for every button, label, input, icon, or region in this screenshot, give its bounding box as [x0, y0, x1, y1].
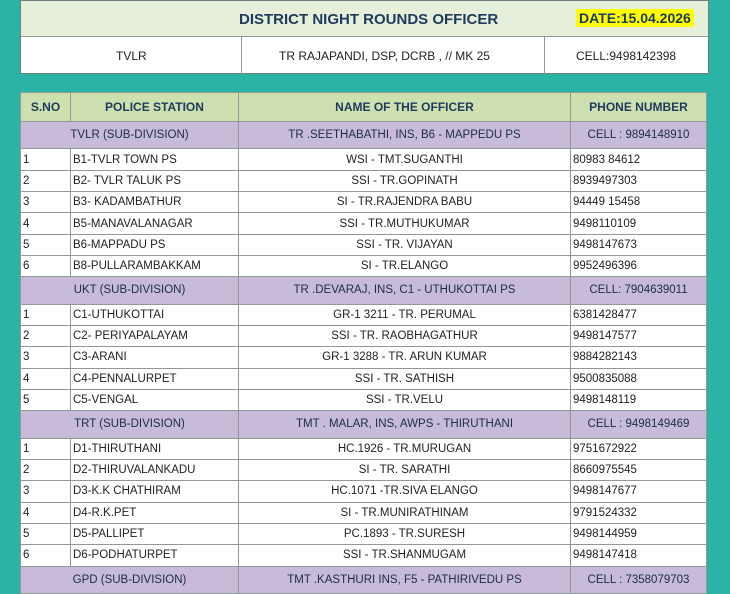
- duty-officer-row: [21, 37, 708, 74]
- row-phone: 9498147677: [571, 481, 707, 502]
- row-station: C4-PENNALURPET: [71, 368, 239, 389]
- table-row: [21, 192, 707, 213]
- table-header-row: [21, 93, 707, 122]
- row-sno: 6: [21, 255, 71, 276]
- column-header-officer: NAME OF THE OFFICER: [239, 93, 571, 122]
- row-officer: SI - TR. SARATHI: [239, 459, 571, 480]
- subdivision-cell: CELL : 9498149469: [571, 411, 707, 438]
- row-phone: 9791524332: [571, 502, 707, 523]
- header-panel: [20, 0, 709, 74]
- row-officer: WSI - TMT.SUGANTHI: [239, 149, 571, 170]
- row-officer: SI - TR.MUNIRATHINAM: [239, 502, 571, 523]
- row-station: B1-TVLR TOWN PS: [71, 149, 239, 170]
- divider: [544, 37, 545, 74]
- row-officer: HC.1926 - TR.MURUGAN: [239, 438, 571, 459]
- column-header-phone: PHONE NUMBER: [571, 93, 707, 122]
- table-row: [21, 170, 707, 191]
- table-row: [21, 481, 707, 502]
- subdivision-row: [21, 122, 707, 149]
- table-row: [21, 347, 707, 368]
- row-officer: HC.1071 -TR.SIVA ELANGO: [239, 481, 571, 502]
- table-row: [21, 304, 707, 325]
- row-station: D6-PODHATURPET: [71, 545, 239, 566]
- table-row: [21, 459, 707, 480]
- row-sno: 5: [21, 234, 71, 255]
- subdivision-officer: TMT .KASTHURI INS, F5 - PATHIRIVEDU PS: [239, 566, 571, 593]
- row-phone: 9498147418: [571, 545, 707, 566]
- row-phone: 6381428477: [571, 304, 707, 325]
- row-phone: 9498147673: [571, 234, 707, 255]
- table-row: [21, 523, 707, 544]
- table-row: [21, 368, 707, 389]
- row-officer: SI - TR.RAJENDRA BABU: [239, 192, 571, 213]
- row-sno: 1: [21, 149, 71, 170]
- subdivision-name: UKT (SUB-DIVISION): [21, 277, 239, 304]
- row-phone: 94449 15458: [571, 192, 707, 213]
- subdivision-row: [21, 566, 707, 593]
- subdivision-row: [21, 411, 707, 438]
- subdivision-cell: CELL : 7358079703: [571, 566, 707, 593]
- row-phone: 9498144959: [571, 523, 707, 544]
- row-station: B8-PULLARAMBAKKAM: [71, 255, 239, 276]
- row-station: D5-PALLIPET: [71, 523, 239, 544]
- row-officer: SI - TR.ELANGO: [239, 255, 571, 276]
- row-sno: 2: [21, 326, 71, 347]
- row-station: C3-ARANI: [71, 347, 239, 368]
- table-row: [21, 502, 707, 523]
- row-station: C5-VENGAL: [71, 389, 239, 410]
- table-row: [21, 389, 707, 410]
- row-sno: 4: [21, 368, 71, 389]
- row-officer: SSI - TR. SATHISH: [239, 368, 571, 389]
- table-row: [21, 234, 707, 255]
- subdivision-officer: TR .SEETHABATHI, INS, B6 - MAPPEDU PS: [239, 122, 571, 149]
- table-row: [21, 149, 707, 170]
- row-phone: 8660975545: [571, 459, 707, 480]
- row-sno: 1: [21, 438, 71, 459]
- row-phone: 9952496396: [571, 255, 707, 276]
- row-phone: 9498110109: [571, 213, 707, 234]
- row-sno: 6: [21, 545, 71, 566]
- row-phone: 9751672922: [571, 438, 707, 459]
- night-rounds-table: [20, 92, 707, 594]
- subdivision-officer: TR .DEVARAJ, INS, C1 - UTHUKOTTAI PS: [239, 277, 571, 304]
- duty-officer-cell: CELL:9498142398: [576, 49, 677, 63]
- row-officer: GR-1 3211 - TR. PERUMAL: [239, 304, 571, 325]
- row-station: D2-THIRUVALANKADU: [71, 459, 239, 480]
- row-phone: 9498147577: [571, 326, 707, 347]
- row-station: D3-K.K CHATHIRAM: [71, 481, 239, 502]
- subdivision-row: [21, 277, 707, 304]
- row-sno: 4: [21, 213, 71, 234]
- subdivision-cell: CELL: 7904639011: [571, 277, 707, 304]
- row-station: D4-R.K.PET: [71, 502, 239, 523]
- subdivision-cell: CELL : 9894148910: [571, 122, 707, 149]
- page-title: DISTRICT NIGHT ROUNDS OFFICER: [239, 11, 499, 28]
- subdivision-name: GPD (SUB-DIVISION): [21, 566, 239, 593]
- row-phone: 8939497303: [571, 170, 707, 191]
- row-station: B3- KADAMBATHUR: [71, 192, 239, 213]
- row-station: B5-MANAVALANAGAR: [71, 213, 239, 234]
- row-sno: 1: [21, 304, 71, 325]
- row-sno: 4: [21, 502, 71, 523]
- table-row: [21, 255, 707, 276]
- row-station: B6-MAPPADU PS: [71, 234, 239, 255]
- table-row: [21, 438, 707, 459]
- row-phone: 80983 84612: [571, 149, 707, 170]
- row-officer: SSI - TR.VELU: [239, 389, 571, 410]
- subdivision-officer: TMT . MALAR, INS, AWPS - THIRUTHANI: [239, 411, 571, 438]
- subdivision-name: TVLR (SUB-DIVISION): [21, 122, 239, 149]
- row-station: C1-UTHUKOTTAI: [71, 304, 239, 325]
- district-label: TVLR: [116, 49, 147, 63]
- table-row: [21, 545, 707, 566]
- column-header-sno: S.NO: [21, 93, 71, 122]
- row-officer: PC.1893 - TR.SURESH: [239, 523, 571, 544]
- header-title-bar: [21, 1, 708, 37]
- row-sno: 3: [21, 481, 71, 502]
- subdivision-name: TRT (SUB-DIVISION): [21, 411, 239, 438]
- row-officer: GR-1 3288 - TR. ARUN KUMAR: [239, 347, 571, 368]
- row-sno: 2: [21, 170, 71, 191]
- row-phone: 9498148119: [571, 389, 707, 410]
- row-officer: SSI - TR. VIJAYAN: [239, 234, 571, 255]
- table-body: [21, 122, 707, 594]
- table-row: [21, 326, 707, 347]
- date-badge: DATE:15.04.2026: [576, 9, 694, 27]
- row-sno: 5: [21, 523, 71, 544]
- row-officer: SSI - TR.GOPINATH: [239, 170, 571, 191]
- row-sno: 2: [21, 459, 71, 480]
- row-station: B2- TVLR TALUK PS: [71, 170, 239, 191]
- row-sno: 3: [21, 347, 71, 368]
- row-officer: SSI - TR. RAOBHAGATHUR: [239, 326, 571, 347]
- row-officer: SSI - TR.MUTHUKUMAR: [239, 213, 571, 234]
- row-station: D1-THIRUTHANI: [71, 438, 239, 459]
- row-sno: 3: [21, 192, 71, 213]
- row-officer: SSI - TR.SHANMUGAM: [239, 545, 571, 566]
- row-station: C2- PERIYAPALAYAM: [71, 326, 239, 347]
- table-row: [21, 213, 707, 234]
- row-sno: 5: [21, 389, 71, 410]
- row-phone: 9884282143: [571, 347, 707, 368]
- duty-officer-name: TR RAJAPANDI, DSP, DCRB , // MK 25: [279, 49, 490, 63]
- column-header-station: POLICE STATION: [71, 93, 239, 122]
- row-phone: 9500835088: [571, 368, 707, 389]
- divider: [241, 37, 242, 74]
